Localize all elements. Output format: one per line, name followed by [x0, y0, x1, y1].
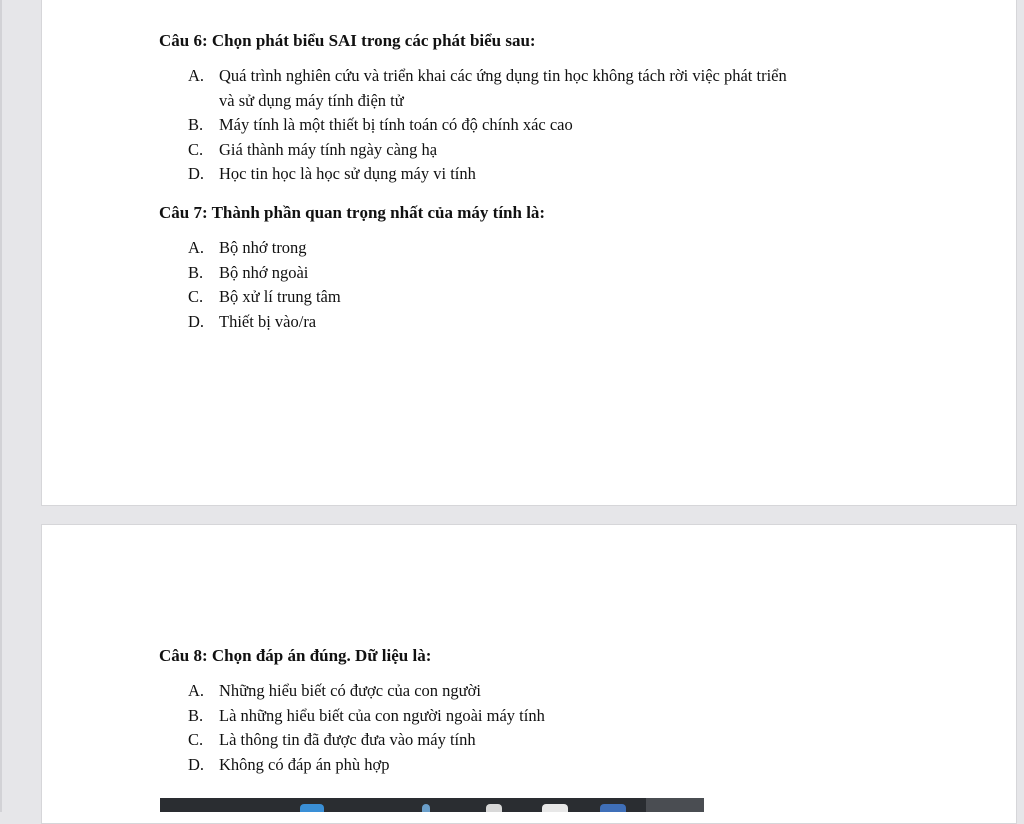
option-text: Thiết bị vào/ra	[219, 311, 317, 331]
app-icon[interactable]	[542, 804, 568, 812]
option-letter: C.	[188, 287, 204, 306]
option-item	[159, 261, 976, 286]
option-item	[159, 285, 976, 310]
option-text: Bộ nhớ trong	[219, 238, 307, 257]
option-text: Quá trình nghiên cứu và triển khai các ứng dụng tin học không tách rời việc phát triển	[219, 66, 787, 85]
option-item	[159, 728, 976, 753]
option-list	[159, 64, 976, 187]
app-icon[interactable]	[600, 804, 626, 812]
option-letter: B.	[188, 262, 204, 282]
option-item	[159, 753, 976, 778]
option-text: Bộ xử lí trung tâm	[219, 287, 341, 306]
option-text: Học tin học là học sử dụng máy vi tính	[219, 164, 476, 183]
app-icon[interactable]	[300, 804, 324, 812]
option-letter: D.	[188, 754, 205, 774]
app-icon[interactable]	[422, 804, 430, 812]
option-item	[159, 704, 976, 729]
question-title: Câu 6: Chọn phát biểu SAI trong các phát biểu sau:	[159, 31, 536, 50]
option-letter: B.	[188, 115, 204, 134]
option-text: Là những hiểu biết của con người ngoài máy tính	[219, 705, 545, 725]
question-title: Câu 8: Chọn đáp án đúng. Dữ liệu là:	[159, 646, 432, 665]
option-text: và sử dụng máy tính điện tử	[219, 90, 404, 110]
option-letter: B.	[188, 705, 204, 725]
option-item	[159, 113, 976, 138]
option-letter: D.	[188, 164, 205, 183]
window-left-edge	[0, 0, 2, 812]
option-text: Bộ nhớ ngoài	[219, 262, 309, 282]
option-letter: A.	[188, 681, 205, 700]
question-title: Câu 7: Thành phần quan trọng nhất của máy tính là:	[159, 203, 546, 222]
option-letter: A.	[188, 238, 205, 257]
question-6	[159, 30, 976, 187]
option-text: Giá thành máy tính ngày càng hạ	[219, 139, 438, 159]
option-letter: D.	[188, 311, 205, 331]
document-page-2	[41, 524, 1017, 824]
document-page-1	[41, 0, 1017, 506]
option-letter: C.	[188, 139, 204, 159]
question-7	[159, 202, 976, 334]
option-item	[159, 236, 976, 261]
option-item	[159, 310, 976, 335]
option-item	[159, 64, 976, 113]
taskbar	[160, 798, 704, 812]
option-list	[159, 236, 976, 334]
active-app-icon[interactable]	[646, 798, 704, 812]
option-item	[159, 679, 976, 704]
option-letter: C.	[188, 730, 204, 749]
question-8	[159, 645, 976, 777]
option-text: Máy tính là một thiết bị tính toán có độ chính xác cao	[219, 115, 573, 134]
option-letter: A.	[188, 66, 205, 85]
option-list	[159, 679, 976, 777]
option-text: Là thông tin đã được đưa vào máy tính	[219, 730, 476, 749]
app-icon[interactable]	[486, 804, 502, 812]
option-text: Không có đáp án phù hợp	[219, 754, 390, 774]
option-item	[159, 138, 976, 163]
option-item	[159, 162, 976, 187]
option-text: Những hiểu biết có được của con người	[219, 681, 481, 700]
